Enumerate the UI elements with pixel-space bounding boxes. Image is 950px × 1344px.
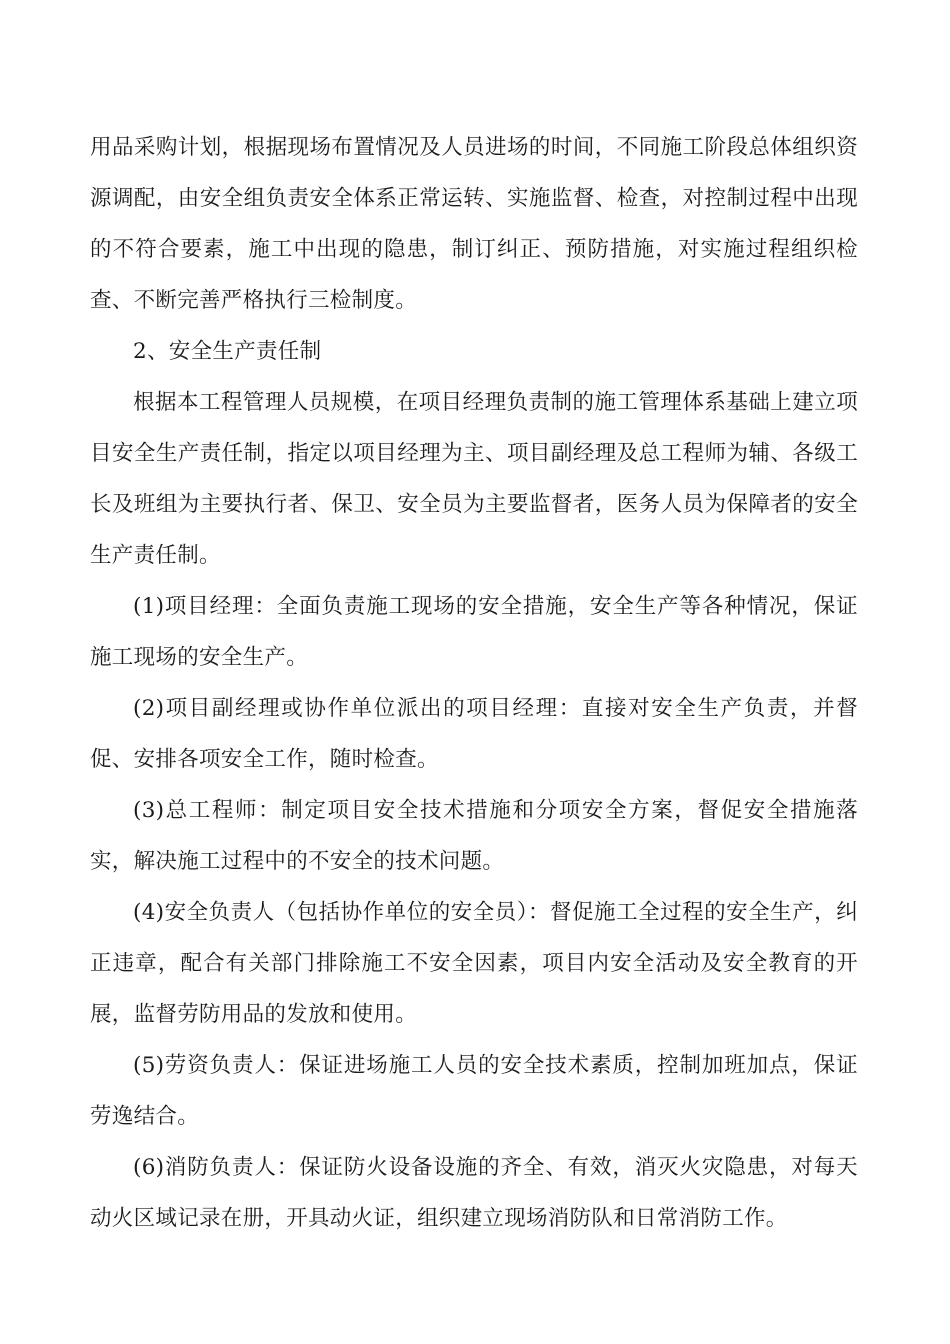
paragraph-fire-officer: (6)消防负责人：保证防火设备设施的齐全、有效，消灭火灾隐患，对每天动火区域记录在册，开具动火证，组织建立现场消防队和日常消防工作。: [90, 1155, 858, 1231]
paragraph-continuation: 用品采购计划，根据现场布置情况及人员进场的时间，不同施工阶段总体组织资源调配，由安全组负责安全体系正常运转、实施监督、检查，对控制过程中出现的不符合要素，施工中出现的隐患，制订纠正、预防措施，对实施过程组织检查、不断完善严格执行三检制度。: [90, 135, 858, 313]
paragraph-safety-officer: (4)安全负责人（包括协作单位的安全员）：督促施工全过程的安全生产，纠正违章，配合有关部门排除施工不安全因素，项目内安全活动及安全教育的开展，监督劳防用品的发放和使用。: [90, 900, 858, 1027]
paragraph-deputy-manager: (2)项目副经理或协作单位派出的项目经理：直接对安全生产负责，并督促、安排各项安全工作，随时检查。: [90, 696, 858, 772]
document-page: [90, 122, 858, 1244]
paragraph-labor-officer: (5)劳资负责人：保证进场施工人员的安全技术素质，控制加班加点，保证劳逸结合。: [90, 1053, 858, 1129]
section-heading-safety-responsibility: 2、安全生产责任制: [133, 339, 322, 364]
paragraph-chief-engineer: (3)总工程师：制定项目安全技术措施和分项安全方案，督促安全措施落实，解决施工过程中的不安全的技术问题。: [90, 798, 858, 874]
paragraph-project-manager: (1)项目经理：全面负责施工现场的安全措施，安全生产等各种情况，保证施工现场的安全生产。: [90, 594, 858, 670]
paragraph-responsibility-overview: 根据本工程管理人员规模，在项目经理负责制的施工管理体系基础上建立项目安全生产责任制，指定以项目经理为主、项目副经理及总工程师为辅、各级工长及班组为主要执行者、保卫、安全员为主要监督者，医务人员为保障者的安全生产责任制。: [90, 390, 858, 568]
